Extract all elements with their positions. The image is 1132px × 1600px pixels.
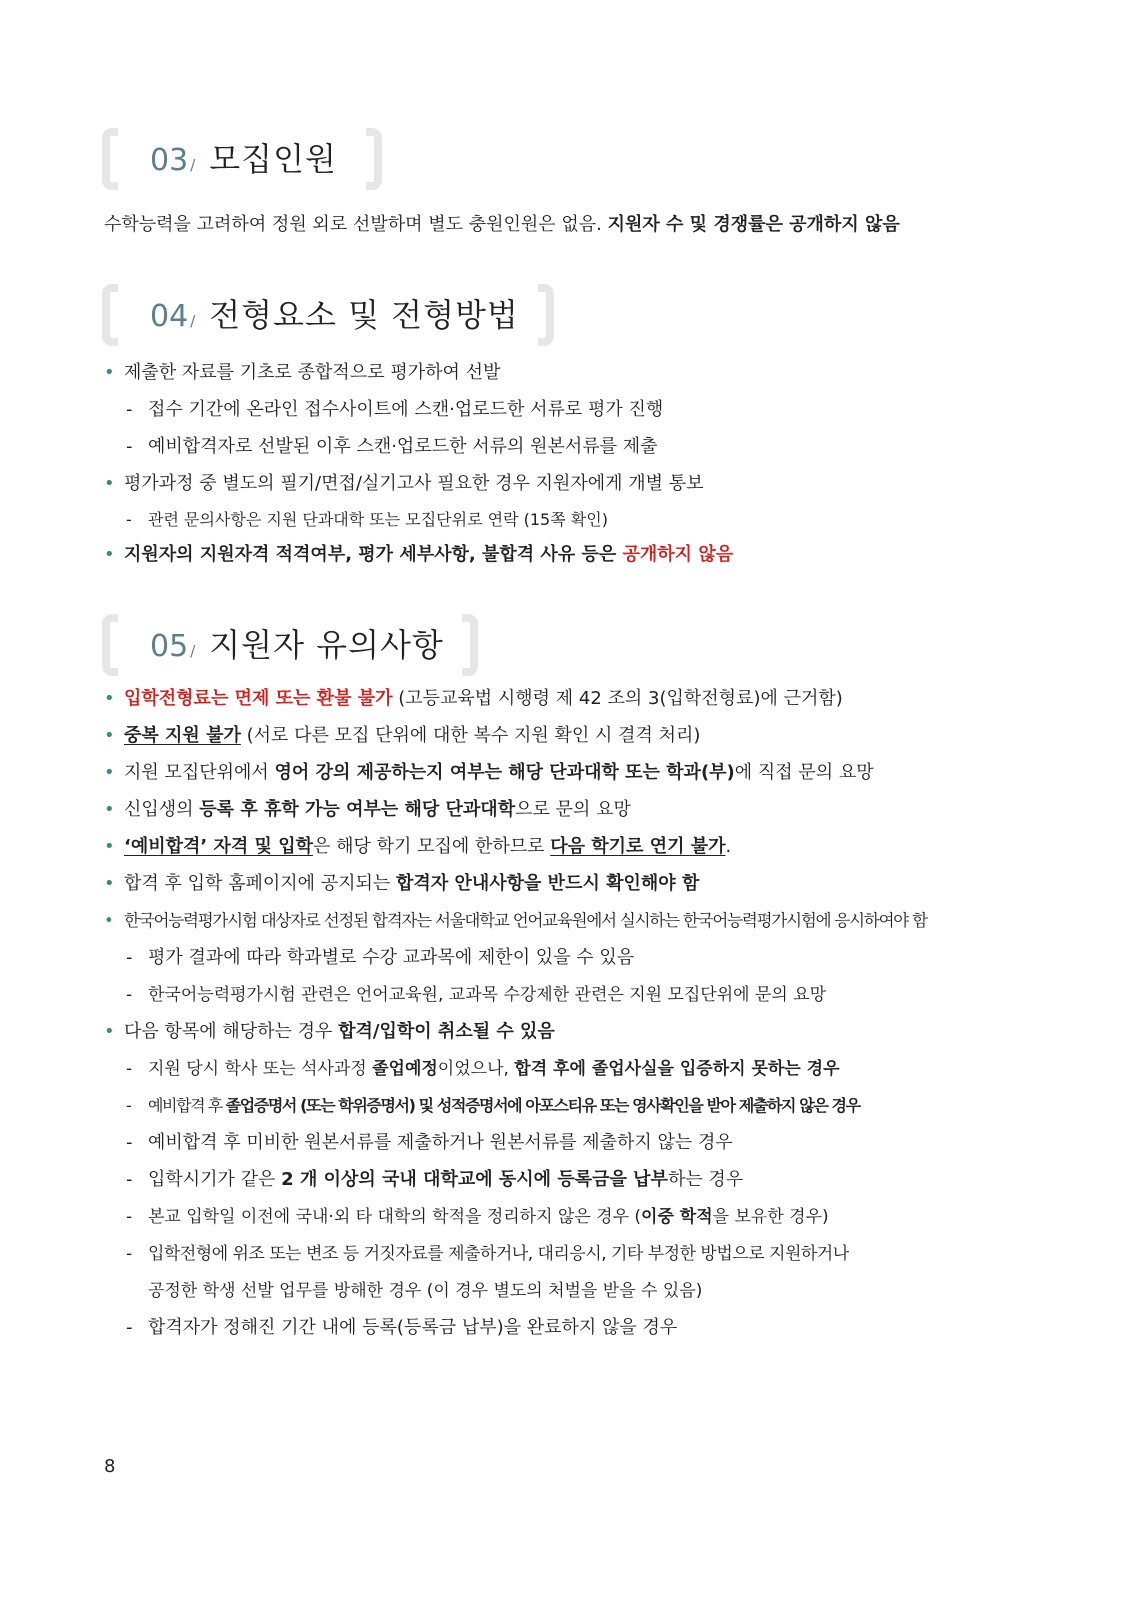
recruitment-text: 수학능력을 고려하여 정원 외로 선발하며 별도 충원인원은 없음. 지원자 수 및 경쟁률은 공개하지 않음 bbox=[104, 214, 900, 235]
bracket-right bbox=[462, 614, 478, 676]
section-05-header bbox=[102, 614, 478, 680]
list-subitem: - 입학전형에 위조 또는 변조 등 거짓자료를 제출하거나, 대리응시, 기타 부정한 방법으로 지원하거나 bbox=[126, 1244, 849, 1264]
bracket-left bbox=[102, 614, 118, 676]
list-item: • 제출한 자료를 기초로 종합적으로 평가하여 선발 bbox=[104, 360, 500, 386]
list-item: • 신입생의 등록 후 휴학 가능 여부는 해당 단과대학으로 문의 요망 bbox=[104, 797, 631, 823]
list-item: • 입학전형료는 면제 또는 환불 불가 (고등교육법 시행령 제 42 조의 3(입학전형료)에 근거함) bbox=[104, 686, 843, 712]
section-name: 지원자 유의사항 bbox=[209, 626, 444, 664]
bullet-icon: • bbox=[104, 725, 115, 746]
list-subitem: - 본교 입학일 이전에 국내·외 타 대학의 학적을 정리하지 않은 경우 (이중 학적을 보유한 경우) bbox=[126, 1207, 829, 1227]
list-subitem-continuation: 공정한 학생 선발 업무를 방해한 경우 (이 경우 별도의 처벌을 받을 수 있음) bbox=[148, 1281, 703, 1301]
bullet-icon: • bbox=[104, 836, 115, 857]
section-number: 05 bbox=[150, 629, 189, 664]
bullet-icon: • bbox=[104, 362, 115, 383]
bullet-icon: • bbox=[104, 544, 115, 565]
section-03-header bbox=[102, 128, 382, 194]
bullet-icon: • bbox=[104, 688, 115, 709]
list-item: • 지원 모집단위에서 영어 강의 제공하는지 여부는 해당 단과대학 또는 학과(부)에 직접 문의 요망 bbox=[104, 760, 874, 786]
list-subitem: - 관련 문의사항은 지원 단과대학 또는 모집단위로 연락 (15쪽 확인) bbox=[126, 510, 608, 529]
section-04-header bbox=[102, 284, 554, 350]
list-subitem: - 평가 결과에 따라 학과별로 수강 교과목에 제한이 있을 수 있음 bbox=[126, 947, 635, 968]
section-name: 전형요소 및 전형방법 bbox=[209, 296, 519, 334]
bullet-icon: • bbox=[104, 911, 113, 930]
bullet-icon: • bbox=[104, 873, 115, 894]
list-item: • 지원자의 지원자격 적격여부, 평가 세부사항, 불합격 사유 등은 공개하지 않음 bbox=[104, 542, 733, 568]
list-item: • 중복 지원 불가 (서로 다른 모집 단위에 대한 복수 지원 확인 시 결격 처리) bbox=[104, 723, 700, 749]
section-title: 04 / 전형요소 및 전형방법 bbox=[150, 296, 519, 334]
list-item: • 평가과정 중 별도의 필기/면접/실기고사 필요한 경우 지원자에게 개별 통보 bbox=[104, 471, 704, 497]
section-title: 03 / 모집인원 bbox=[150, 140, 337, 178]
list-subitem: - 입학시기가 같은 2 개 이상의 국내 대학교에 동시에 등록금을 납부하는 경우 bbox=[126, 1169, 744, 1190]
bracket-right bbox=[538, 284, 554, 346]
page-number: 8 bbox=[104, 1456, 116, 1477]
bullet-icon: • bbox=[104, 762, 115, 783]
bullet-icon: • bbox=[104, 799, 115, 820]
list-item: • 한국어능력평가시험 대상자로 선정된 합격자는 서울대학교 언어교육원에서 실시하는 한국어능력평가시험에 응시하여야 함 bbox=[104, 908, 927, 934]
section-name: 모집인원 bbox=[209, 140, 337, 178]
section-title: 05 / 지원자 유의사항 bbox=[150, 626, 444, 664]
list-subitem: - 한국어능력평가시험 관련은 언어교육원, 교과목 수강제한 관련은 지원 모집단위에 문의 요망 bbox=[126, 985, 827, 1005]
list-subitem: - 예비합격 후 미비한 원본서류를 제출하거나 원본서류를 제출하지 않는 경우 bbox=[126, 1132, 733, 1153]
list-item: • ‘예비합격’ 자격 및 입학은 해당 학기 모집에 한하므로 다음 학기로 연기 불가. bbox=[104, 834, 731, 860]
list-subitem: - 예비합격 후 졸업증명서 (또는 학위증명서) 및 성적증명서에 아포스티유 또는 영사확인을 받아 제출하지 않은 경우 bbox=[126, 1096, 860, 1115]
list-item: • 다음 항목에 해당하는 경우 합격/입학이 취소될 수 있음 bbox=[104, 1019, 555, 1045]
list-item: • 합격 후 입학 홈페이지에 공지되는 합격자 안내사항을 반드시 확인해야 함 bbox=[104, 871, 699, 897]
section-number: 03 bbox=[150, 143, 189, 178]
list-subitem: - 합격자가 정해진 기간 내에 등록(등록금 납부)을 완료하지 않을 경우 bbox=[126, 1317, 678, 1338]
bullet-icon: • bbox=[104, 1021, 115, 1042]
bracket-left bbox=[102, 284, 118, 346]
bullet-icon: • bbox=[104, 473, 115, 494]
list-subitem: - 접수 기간에 온라인 접수사이트에 스캔·업로드한 서류로 평가 진행 bbox=[126, 399, 664, 420]
list-subitem: - 예비합격자로 선발된 이후 스캔·업로드한 서류의 원본서류를 제출 bbox=[126, 436, 658, 457]
section-number: 04 bbox=[150, 299, 189, 334]
bracket-right bbox=[366, 128, 382, 190]
bracket-left bbox=[102, 128, 118, 190]
list-subitem: - 지원 당시 학사 또는 석사과정 졸업예정이었으나, 합격 후에 졸업사실을 입증하지 못하는 경우 bbox=[126, 1059, 840, 1079]
